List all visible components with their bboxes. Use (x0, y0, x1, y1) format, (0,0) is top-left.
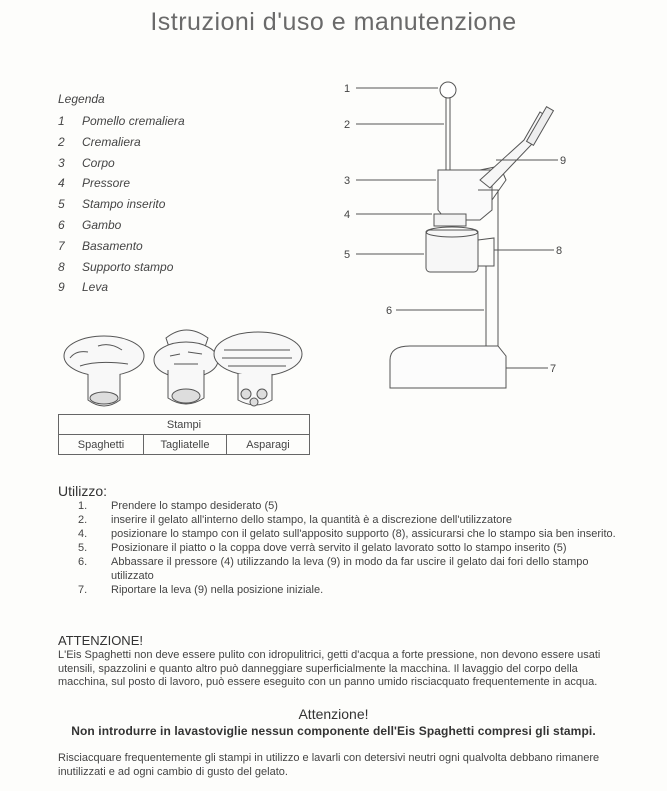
stamp-type-cell: Spaghetti (59, 435, 144, 455)
legend-item (58, 132, 185, 153)
presser-shape (434, 214, 466, 226)
lever-shape (480, 112, 546, 188)
legend-number: 6 (58, 217, 65, 232)
legend-number: 7 (58, 238, 65, 253)
legend-number: 1 (58, 114, 65, 128)
legend-label: Gambo (82, 217, 122, 232)
legend-item (58, 257, 185, 278)
usage-title: Utilizzo: (58, 483, 108, 499)
legend-item (58, 215, 185, 236)
usage-steps (78, 499, 618, 597)
legend-number: 3 (58, 155, 65, 170)
diagram-label: 6 (386, 305, 393, 317)
page-title: Istruzioni d'uso e manutenzione (150, 8, 517, 36)
attention-text: L'Eis Spaghetti non deve essere pulito con idropulitrici, getti d'acqua a forte pressione, non devono essere usati utensili, spazzolini e quanto altro può danneggiare superficialmente la macchina. Il lavaggio del corpo della macchina, sul posto di lavoro, può essere eseguito con un panno umido risciacquato frequentemente in acqua. (58, 649, 601, 688)
legend-label: Pressore (82, 176, 131, 191)
legend-item (58, 153, 185, 174)
stamps-table (58, 414, 310, 455)
legend-label: Stampo inserito (82, 197, 166, 212)
legend-label: Corpo (82, 155, 115, 170)
legend-item (58, 111, 185, 132)
base-shape (390, 346, 506, 388)
legend-label: Cremaliera (82, 134, 141, 149)
legend-label: Leva (82, 280, 109, 295)
usage-step (78, 541, 618, 555)
legend-item (58, 173, 185, 194)
legend-number: 8 (58, 259, 65, 274)
asparagi-stamp-shape (214, 332, 302, 406)
step-number: 6. (78, 556, 88, 568)
warning-title: Attenzione! (298, 706, 369, 722)
diagram-label: 1 (344, 83, 351, 95)
attention-title: ATTENZIONE! (58, 633, 143, 648)
legend-item (58, 277, 185, 298)
step-text: Prendere lo stampo desiderato (5) (111, 500, 278, 512)
tagliatelle-stamp-shape (154, 330, 218, 404)
step-text: Abbassare il pressore (4) utilizzando la leva (9) in modo da far uscire il gelato dai fori dello stampo utilizzato (111, 556, 589, 582)
step-number: 2. (78, 514, 88, 526)
rack-knob-shape (440, 82, 456, 98)
stamps-header: Stampi (59, 415, 310, 435)
spaghetti-stamp-shape (64, 336, 144, 406)
legend-label: Pomello cremaliera (82, 114, 185, 128)
diagram-label: 5 (344, 249, 351, 261)
legend-number: 9 (58, 280, 65, 295)
diagram-label: 7 (550, 363, 557, 375)
step-text: Riportare la leva (9) nella posizione iniziale. (111, 584, 324, 596)
legend-title: Legenda (58, 92, 105, 106)
stamp-type-cell: Tagliatelle (144, 435, 227, 455)
diagram-label: 2 (344, 119, 351, 131)
step-text: posizionare lo stampo con il gelato sull'apposito supporto (8), assicurarsi che lo stampo sia ben inserito. (111, 528, 616, 540)
step-number: 1. (78, 500, 88, 512)
machine-diagram (330, 70, 590, 410)
step-text: inserire il gelato all'interno dello stampo, la quantità è a discrezione dell'utilizzatore (111, 514, 513, 526)
stamp-support-shape (478, 238, 494, 266)
usage-step (78, 527, 618, 541)
legend-number: 2 (58, 134, 65, 149)
step-text: Posizionare il piatto o la coppa dove verrà servito il gelato lavorato sotto lo stampo inserito (5) (111, 542, 567, 554)
rinse-instructions: Risciacquare frequentemente gli stampi in utilizzo e lavarli con detersivi neutri ogni qualvolta debbano rimanere inutilizzati e ad ogni cambio di gusto del gelato. (58, 752, 600, 778)
legend-label: Supporto stampo (82, 259, 174, 274)
usage-step (78, 583, 618, 597)
diagram-label: 4 (344, 209, 351, 221)
legend-item (58, 236, 185, 257)
usage-step (78, 499, 618, 513)
usage-step (78, 513, 618, 527)
diagram-label: 3 (344, 175, 351, 187)
warning-text: Non introdurre in lavastoviglie nessun componente dell'Eis Spaghetti compresi gli stampi. (71, 724, 596, 738)
legend-number: 5 (58, 197, 65, 212)
legend-item (58, 194, 185, 215)
diagram-label: 8 (556, 245, 563, 257)
legend-label: Basamento (82, 238, 143, 253)
stamp-shape (426, 230, 478, 272)
stamps-illustration (58, 320, 308, 412)
diagram-label: 9 (560, 155, 567, 167)
stamp-type-cell: Asparagi (227, 435, 310, 455)
legend-list (58, 111, 185, 298)
usage-step (78, 555, 618, 583)
step-number: 5. (78, 542, 88, 554)
step-number: 4. (78, 528, 88, 540)
step-number: 7. (78, 584, 88, 596)
legend-number: 4 (58, 176, 65, 191)
